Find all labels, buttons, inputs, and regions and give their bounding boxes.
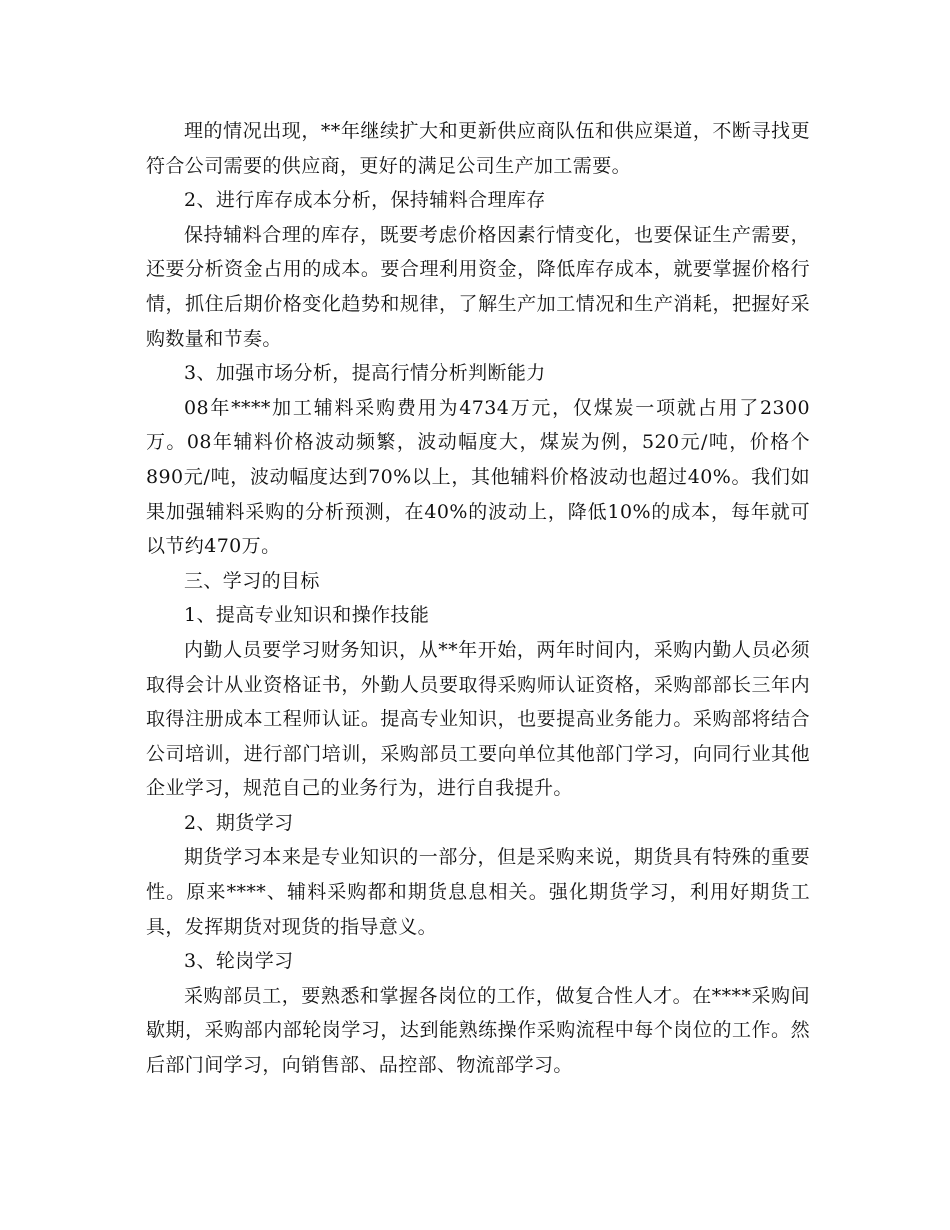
heading-futures-learning: 2、期货学习 <box>184 811 294 834</box>
paragraph-continued: 理的情况出现，**年继续扩大和更新供应商队伍和供应渠道，不断寻找更符合公司需要的供应商，更好的满足公司生产加工需要。 <box>146 120 810 177</box>
paragraph-professional-skills: 内勤人员要学习财务知识，从**年开始，两年时间内，采购内勤人员必须取得会计从业资格证书，外勤人员要取得采购师认证资格，采购部部长三年内取得注册成本工程师认证。提高专业知识，也要提高业务能力。采购部将结合公司培训，进行部门培训，采购部员工要向单位其他部门学习，向同行业其他企业学习，规范自己的业务行为，进行自我提升。 <box>146 638 810 800</box>
heading-professional-skills: 1、提高专业知识和操作技能 <box>184 604 430 627</box>
heading-market-analysis: 3、加强市场分析，提高行情分析判断能力 <box>184 362 546 385</box>
paragraph-futures-learning: 期货学习本来是专业知识的一部分，但是采购来说，期货具有特殊的重要性。原来****、辅料采购都和期货息息相关。强化期货学习，利用好期货工具，发挥期货对现货的指导意义。 <box>146 846 810 938</box>
heading-inventory-cost: 2、进行库存成本分析，保持辅料合理库存 <box>184 189 546 212</box>
paragraph-job-rotation: 采购部员工，要熟悉和掌握各岗位的工作，做复合性人才。在****采购间歇期，采购部内部轮岗学习，达到能熟练操作采购流程中每个岗位的工作。然后部门间学习，向销售部、品控部、物流部学习。 <box>146 984 810 1077</box>
section-heading-learning-goals: 三、学习的目标 <box>184 569 320 592</box>
document-body <box>146 114 810 1083</box>
heading-job-rotation: 3、轮岗学习 <box>184 950 294 973</box>
paragraph-inventory: 保持辅料合理的库存，既要考虑价格因素行情变化，也要保证生产需要，还要分析资金占用的成本。要合理利用资金，降低库存成本，就要掌握价格行情，抓住后期价格变化趋势和规律，了解生产加工情况和生产消耗，把握好采购数量和节奏。 <box>146 223 810 350</box>
paragraph-market-analysis: 08年****加工辅料采购费用为4734万元，仅煤炭一项就占用了2300万。08年辅料价格波动频繁，波动幅度大，煤炭为例，520元/吨，价格个890元/吨，波动幅度达到70%以上，其他辅料价格波动也超过40%。我们如果加强辅料采购的分析预测，在40%的波动上，降低10%的成本，每年就可以节约470万。 <box>146 396 810 558</box>
